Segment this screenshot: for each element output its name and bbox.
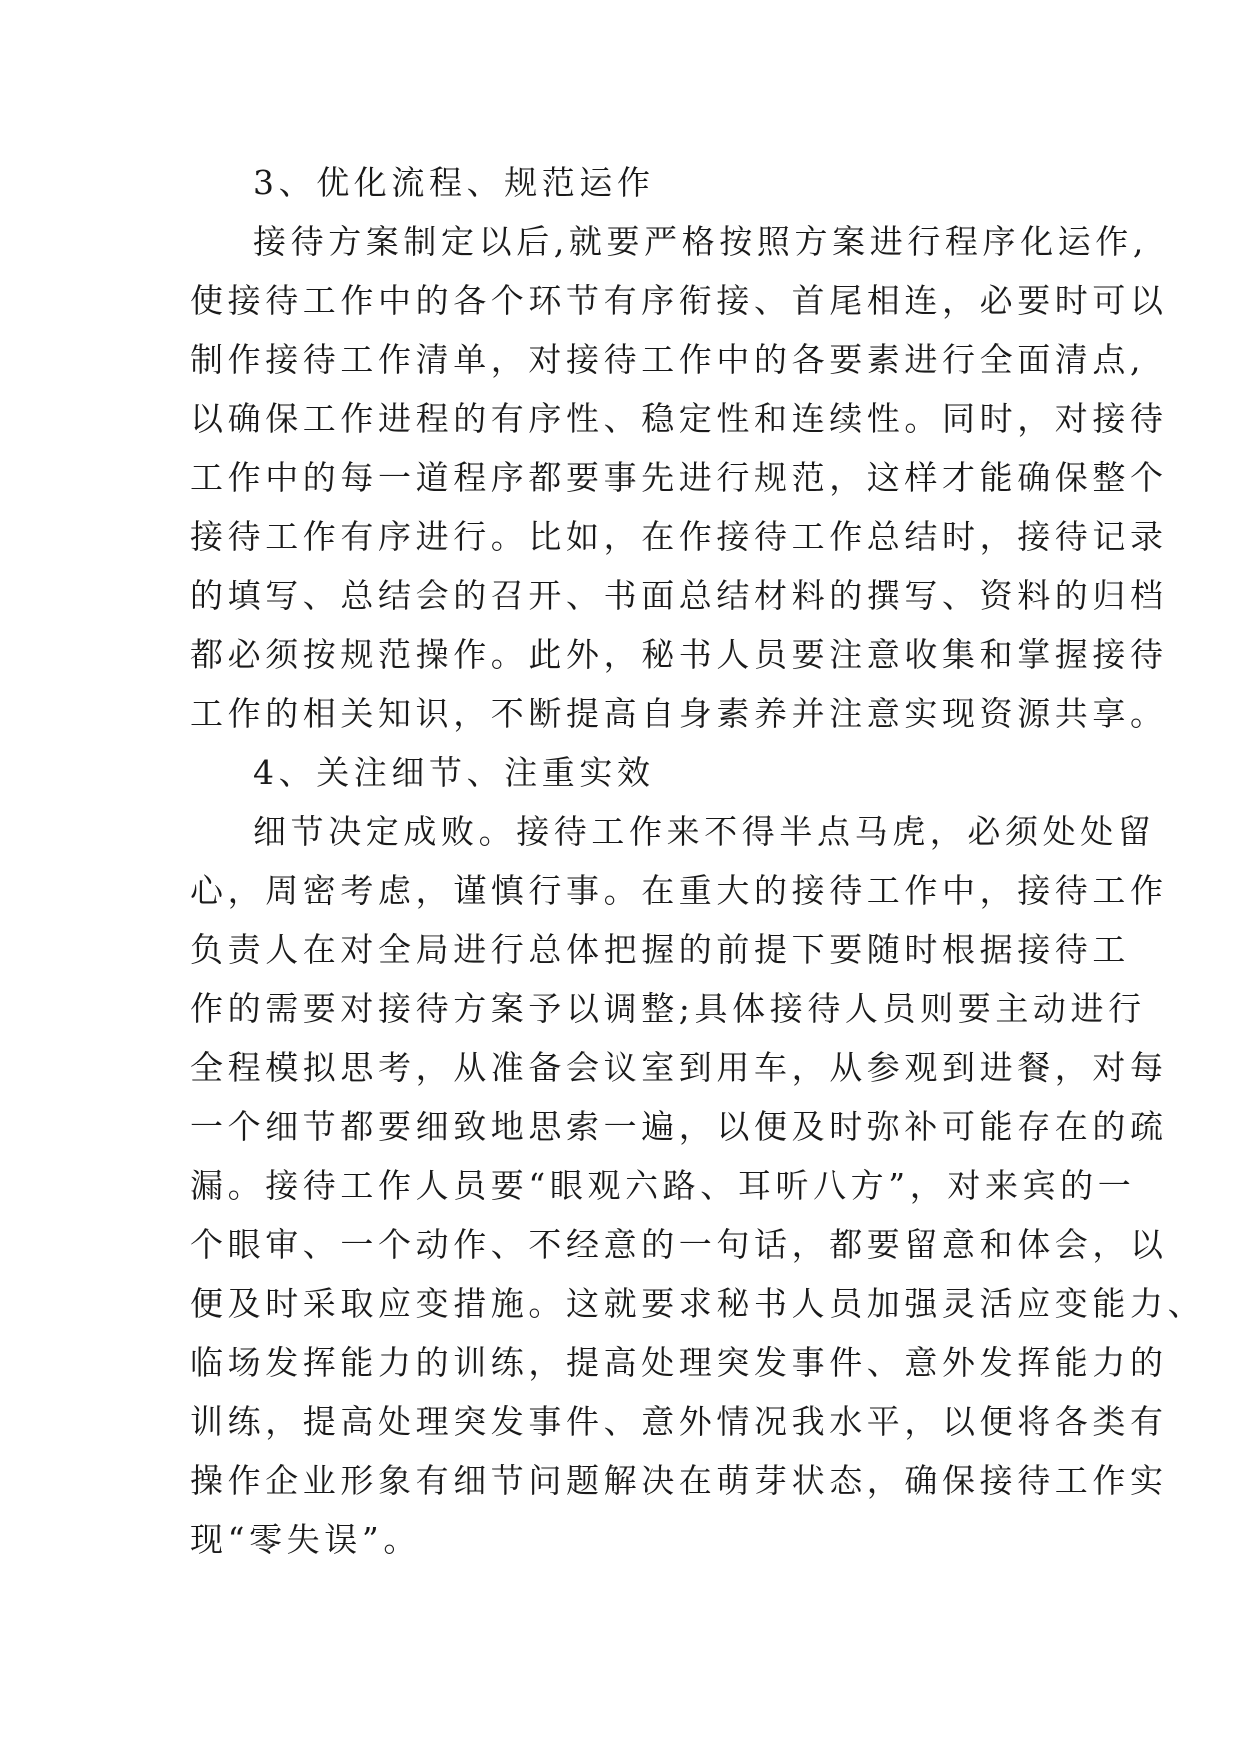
paragraph-line: 制作接待工作清单，对接待工作中的各要素进行全面清点, [190,340,1146,379]
paragraph-line: 使接待工作中的各个环节有序衔接、首尾相连，必要时可以 [190,281,1168,320]
paragraph-line: 都必须按规范操作。此外，秘书人员要注意收集和掌握接待 [190,635,1168,674]
paragraph-line: 负责人在对全局进行总体把握的前提下要随时根据接待工 [190,930,1130,969]
paragraph-line: 工作中的每一道程序都要事先进行规范，这样才能确保整个 [190,458,1168,497]
paragraph-line: 一个细节都要细致地思索一遍，以便及时弥补可能存在的疏 [190,1107,1168,1146]
section-heading-4: 4、关注细节、注重实效 [253,753,655,792]
paragraph-line: 细节决定成败。接待工作来不得半点马虎，必须处处留 [253,812,1156,851]
paragraph-line: 临场发挥能力的训练，提高处理突发事件、意外发挥能力的 [190,1343,1168,1382]
paragraph-line: 漏。接待工作人员要“眼观六路、耳听八方”，对来宾的一 [190,1166,1136,1205]
paragraph-line: 心，周密考虑，谨慎行事。在重大的接待工作中，接待工作 [190,871,1168,910]
paragraph-line: 接待方案制定以后,就要严格按照方案进行程序化运作, [253,222,1148,261]
paragraph-line: 便及时采取应变措施。这就要求秘书人员加强灵活应变能力、 [190,1284,1206,1323]
paragraph-line: 训练，提高处理突发事件、意外情况我水平，以便将各类有 [190,1402,1168,1441]
paragraph-line: 个眼审、一个动作、不经意的一句话，都要留意和体会，以 [190,1225,1168,1264]
paragraph-line: 全程模拟思考，从准备会议室到用车，从参观到进餐，对每 [190,1048,1168,1087]
section-heading-3: 3、优化流程、规范运作 [253,163,655,202]
paragraph-line: 以确保工作进程的有序性、稳定性和连续性。同时，对接待 [190,399,1168,438]
paragraph-line: 工作的相关知识，不断提高自身素养并注意实现资源共享。 [190,694,1168,733]
paragraph-line: 现“零失误”。 [190,1520,421,1559]
paragraph-line: 接待工作有序进行。比如，在作接待工作总结时，接待记录 [190,517,1168,556]
paragraph-line: 操作企业形象有细节问题解决在萌芽状态，确保接待工作实 [190,1461,1168,1500]
paragraph-line: 的填写、总结会的召开、书面总结材料的撰写、资料的归档 [190,576,1168,615]
paragraph-line: 作的需要对接待方案予以调整;具体接待人员则要主动进行 [190,989,1146,1028]
